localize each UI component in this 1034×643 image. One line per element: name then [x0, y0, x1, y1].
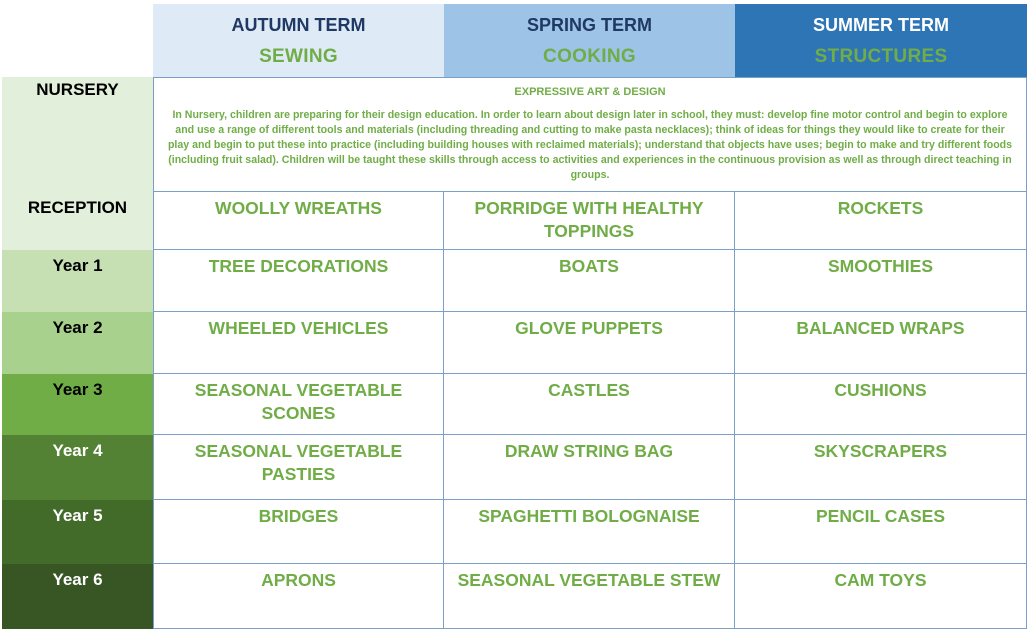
- table-cell: SEASONAL VEGETABLE PASTIES: [153, 435, 444, 500]
- term-label: AUTUMN TERM: [231, 15, 366, 35]
- term-label: SPRING TERM: [526, 15, 652, 35]
- nursery-description: [153, 77, 1027, 192]
- term-label: SUMMER TERM: [813, 15, 949, 35]
- curriculum-table: [2, 4, 1027, 629]
- table-cell: CUSHIONS: [735, 374, 1027, 435]
- table-cell: SMOOTHIES: [735, 250, 1027, 312]
- nursery-heading: EXPRESSIVE ART & DESIGN: [514, 86, 666, 98]
- row-label-year-5: Year 5: [2, 500, 153, 564]
- header-summer: [735, 4, 1027, 77]
- table-cell: TREE DECORATIONS: [153, 250, 444, 312]
- table-cell: WOOLLY WREATHS: [153, 192, 444, 250]
- table-cell: BRIDGES: [153, 500, 444, 564]
- header-autumn: [153, 4, 444, 77]
- table-cell: PENCIL CASES: [735, 500, 1027, 564]
- table-cell: CASTLES: [444, 374, 735, 435]
- table-cell: APRONS: [153, 564, 444, 629]
- table-cell: BALANCED WRAPS: [735, 312, 1027, 374]
- table-cell: ROCKETS: [735, 192, 1027, 250]
- term-subject: STRUCTURES: [814, 46, 948, 67]
- table-cell: GLOVE PUPPETS: [444, 312, 735, 374]
- term-subject: SEWING: [259, 46, 338, 67]
- table-cell: SPAGHETTI BOLOGNAISE: [444, 500, 735, 564]
- row-label-nursery: NURSERY: [2, 77, 153, 192]
- row-label-year-1: Year 1: [2, 250, 153, 312]
- term-subject: COOKING: [543, 46, 636, 67]
- header-spring: [444, 4, 735, 77]
- table-cell: BOATS: [444, 250, 735, 312]
- row-label-year-6: Year 6: [2, 564, 153, 629]
- table-cell: SEASONAL VEGETABLE SCONES: [153, 374, 444, 435]
- nursery-text: In Nursery, children are preparing for their design education. In order to learn about design later in school, they must: develop fine motor control and begin to explore and use a range of different tools and materials (including threading and cutting to make pasta necklaces); think of ideas for things they would like to create for their play and begin to put these into practice (including building houses with reclaimed materials); understand that objects have uses; begin to make and try different foods (including fruit salad). Children will be taught these skills through access to activities and experiences in the continuous provision as well as through direct teaching in groups.: [167, 109, 1013, 181]
- row-label-year-2: Year 2: [2, 312, 153, 374]
- corner-blank: [2, 4, 153, 77]
- row-label-reception: RECEPTION: [2, 192, 153, 250]
- table-cell: DRAW STRING BAG: [444, 435, 735, 500]
- row-label-year-3: Year 3: [2, 374, 153, 435]
- table-cell: SKYSCRAPERS: [735, 435, 1027, 500]
- row-label-year-4: Year 4: [2, 435, 153, 500]
- table-cell: SEASONAL VEGETABLE STEW: [444, 564, 735, 629]
- table-cell: WHEELED VEHICLES: [153, 312, 444, 374]
- table-cell: CAM TOYS: [735, 564, 1027, 629]
- table-cell: PORRIDGE WITH HEALTHY TOPPINGS: [444, 192, 735, 250]
